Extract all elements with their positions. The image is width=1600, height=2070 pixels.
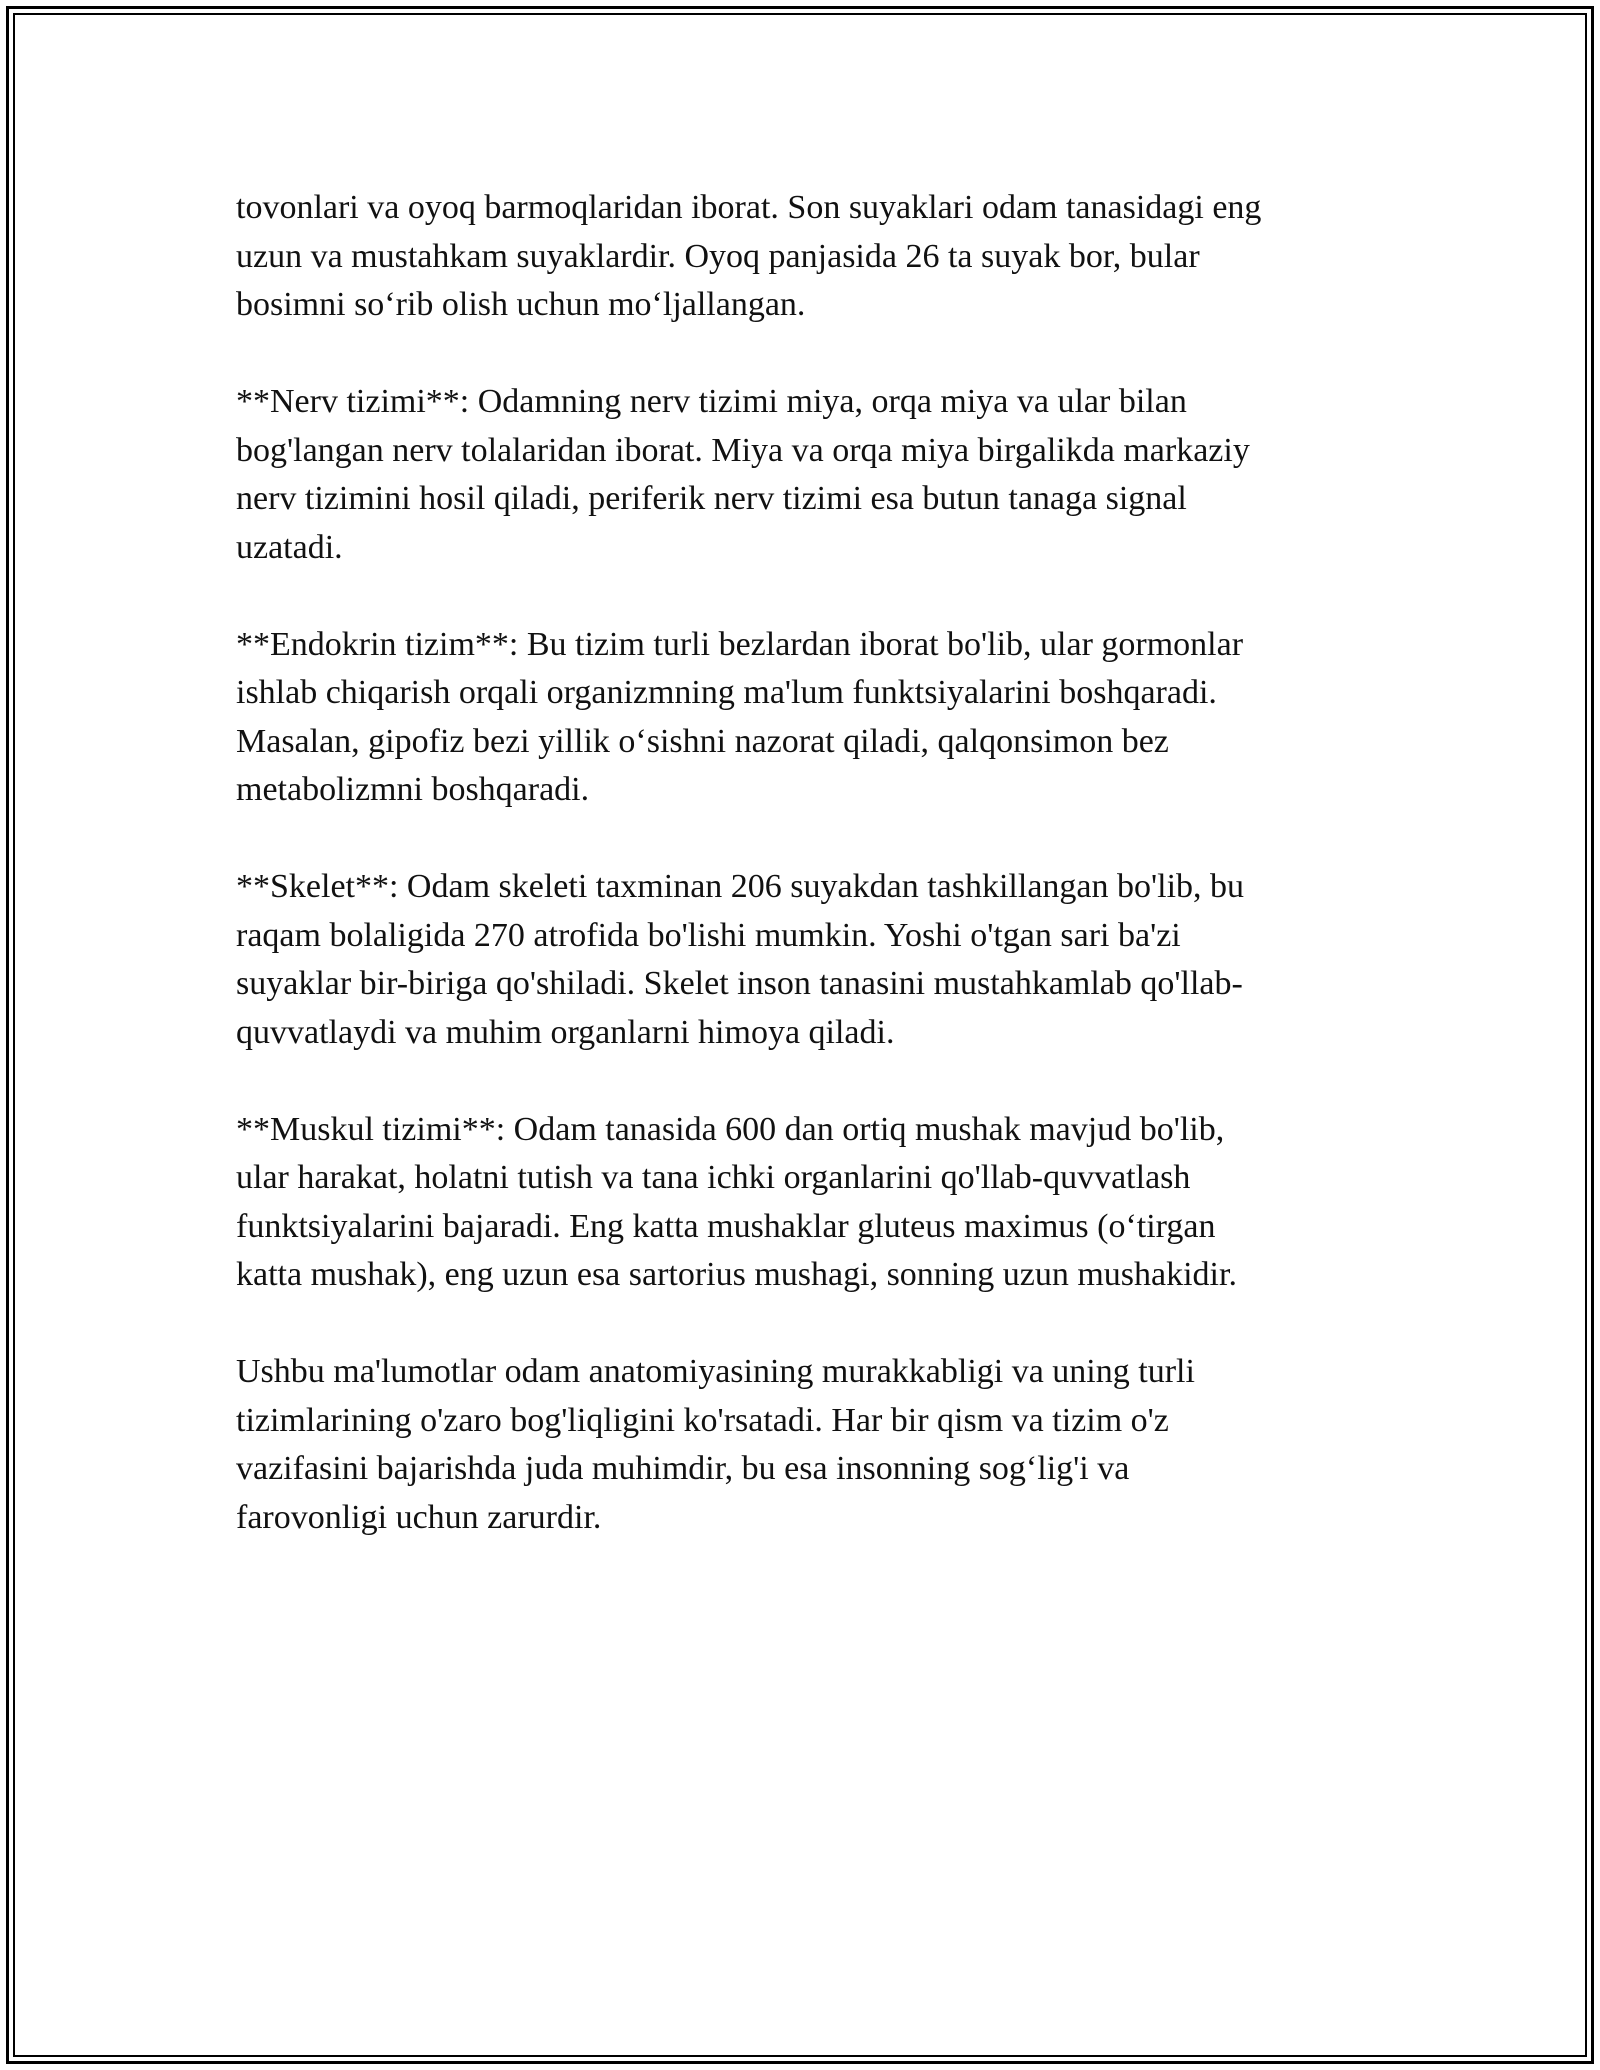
text-line: katta mushak), eng uzun esa sartorius mushagi, sonning uzun mushakidir. xyxy=(236,1256,1237,1293)
text-line: farovonligi uchun zarurdir. xyxy=(236,1498,602,1536)
text-line: vazifasini bajarishda juda muhimdir, bu esa insonning sog‘lig'i va xyxy=(236,1450,1130,1487)
paragraph-leg-bones xyxy=(236,184,1366,330)
paragraph-nervous-system xyxy=(236,378,1366,572)
text-line: raqam bolaligida 270 atrofida bo'lishi mumkin. Yoshi o'tgan sari ba'zi xyxy=(236,916,1181,954)
text-line: **Endokrin tizim**: Bu tizim turli bezlardan iborat bo'lib, ular gormonlar xyxy=(236,625,1244,663)
text-line: quvvatlaydi va muhim organlarni himoya qiladi. xyxy=(236,1013,895,1051)
text-line: Ushbu ma'lumotlar odam anatomiyasining murakkabligi va uning turli xyxy=(236,1353,1195,1390)
text-line: suyaklar bir-biriga qo'shiladi. Skelet inson tanasini mustahkamlab qo'llab- xyxy=(236,965,1243,1002)
text-line: **Nerv tizimi**: Odamning nerv tizimi miya, orqa miya va ular bilan xyxy=(236,383,1187,420)
text-line: ishlab chiqarish orqali organizmning ma'lum funktsiyalarini boshqaradi. xyxy=(236,674,1217,711)
paragraph-muscular-system xyxy=(236,1106,1366,1300)
text-line: funktsiyalarini bajaradi. Eng katta mushaklar gluteus maximus (o‘tirgan xyxy=(236,1207,1216,1245)
text-line: bosimni so‘rib olish uchun mo‘ljallangan. xyxy=(236,286,806,323)
text-line: tovonlari va oyoq barmoqlaridan iborat. Son suyaklari odam tanasidagi eng xyxy=(236,189,1262,226)
paragraph-endocrine-system xyxy=(236,621,1366,815)
text-line: bog'langan nerv tolalaridan iborat. Miya va orqa miya birgalikda markaziy xyxy=(236,431,1250,469)
text-line: uzatadi. xyxy=(236,528,343,566)
text-line: **Skelet**: Odam skeleti taxminan 206 suyakdan tashkillangan bo'lib, bu xyxy=(236,868,1245,905)
text-line: ular harakat, holatni tutish va tana ichki organlarini qo'llab-quvvatlash xyxy=(236,1159,1191,1196)
document-body xyxy=(236,184,1366,1591)
text-line: **Muskul tizimi**: Odam tanasida 600 dan ortiq mushak mavjud bo'lib, xyxy=(236,1110,1225,1148)
text-line: nerv tizimini hosil qiladi, periferik nerv tizimi esa butun tanaga signal xyxy=(236,480,1187,517)
paragraph-conclusion xyxy=(236,1348,1366,1542)
text-line: Masalan, gipofiz bezi yillik o‘sishni nazorat qiladi, qalqonsimon bez xyxy=(236,722,1169,760)
text-line: metabolizmni boshqaradi. xyxy=(236,771,590,808)
text-line: uzun va mustahkam suyaklardir. Oyoq panjasida 26 ta suyak bor, bular xyxy=(236,237,1200,275)
text-line: tizimlarining o'zaro bog'liqligini ko'rsatadi. Har bir qism va tizim o'z xyxy=(236,1401,1169,1439)
paragraph-skeleton xyxy=(236,863,1366,1057)
